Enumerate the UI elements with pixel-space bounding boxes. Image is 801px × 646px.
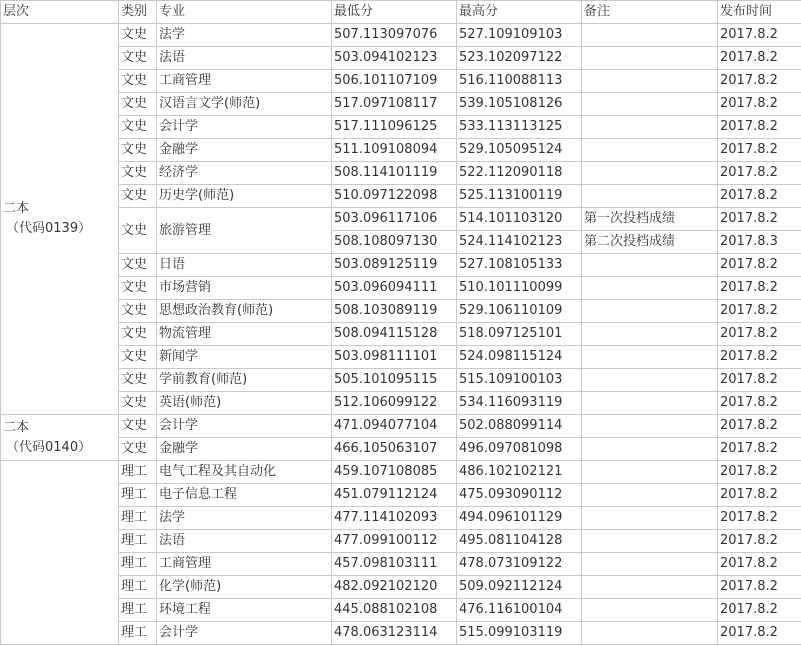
max-score-cell: 502.088099114 — [457, 415, 582, 438]
major-cell: 历史学(师范) — [157, 185, 332, 208]
table-row — [1, 484, 801, 507]
table-row — [1, 47, 801, 70]
note-cell — [582, 553, 718, 576]
min-score-cell: 477.099100112 — [332, 530, 457, 553]
min-score-cell: 508.108097130 — [332, 231, 457, 254]
min-score-cell: 506.101107109 — [332, 70, 457, 93]
max-score-cell: 524.098115124 — [457, 346, 582, 369]
note-cell — [582, 622, 718, 645]
table-row — [1, 553, 801, 576]
table-row — [1, 369, 801, 392]
level-name: 二本 — [3, 419, 30, 435]
note-cell — [582, 254, 718, 277]
note-cell — [582, 47, 718, 70]
header-min-score: 最低分 — [332, 1, 457, 24]
table-row — [1, 530, 801, 553]
table-row — [1, 185, 801, 208]
note-cell — [582, 599, 718, 622]
major-cell: 金融学 — [157, 139, 332, 162]
min-score-cell: 508.094115128 — [332, 323, 457, 346]
note-cell — [582, 93, 718, 116]
min-score-cell: 471.094077104 — [332, 415, 457, 438]
table-row — [1, 346, 801, 369]
category-cell: 文史 — [119, 369, 157, 392]
max-score-cell: 527.108105133 — [457, 254, 582, 277]
publish-date-cell: 2017.8.2 — [718, 392, 801, 415]
table-row — [1, 162, 801, 185]
category-cell: 理工 — [119, 484, 157, 507]
publish-date-cell: 2017.8.2 — [718, 415, 801, 438]
publish-date-cell: 2017.8.2 — [718, 208, 801, 231]
min-score-cell: 510.097122098 — [332, 185, 457, 208]
major-cell: 环境工程 — [157, 599, 332, 622]
major-cell: 市场营销 — [157, 277, 332, 300]
header-max-score: 最高分 — [457, 1, 582, 24]
publish-date-cell: 2017.8.2 — [718, 323, 801, 346]
category-cell: 文史 — [119, 346, 157, 369]
category-cell: 文史 — [119, 392, 157, 415]
publish-date-cell: 2017.8.2 — [718, 254, 801, 277]
note-cell — [582, 162, 718, 185]
min-score-cell: 477.114102093 — [332, 507, 457, 530]
note-cell — [582, 507, 718, 530]
level-code: （代码0140） — [6, 439, 92, 455]
major-cell: 旅游管理 — [157, 208, 332, 254]
note-cell — [582, 392, 718, 415]
table-row — [1, 24, 801, 47]
publish-date-cell: 2017.8.2 — [718, 116, 801, 139]
max-score-cell: 524.114102123 — [457, 231, 582, 254]
table-row — [1, 599, 801, 622]
table-row — [1, 323, 801, 346]
category-cell: 文史 — [119, 93, 157, 116]
category-cell: 文史 — [119, 139, 157, 162]
major-cell: 会计学 — [157, 116, 332, 139]
max-score-cell: 523.102097122 — [457, 47, 582, 70]
max-score-cell: 518.097125101 — [457, 323, 582, 346]
max-score-cell: 495.081104128 — [457, 530, 582, 553]
category-cell: 理工 — [119, 461, 157, 484]
table-row — [1, 438, 801, 461]
note-cell — [582, 300, 718, 323]
publish-date-cell: 2017.8.2 — [718, 277, 801, 300]
note-cell — [582, 323, 718, 346]
max-score-cell: 527.109109103 — [457, 24, 582, 47]
min-score-cell: 503.094102123 — [332, 47, 457, 70]
publish-date-cell: 2017.8.2 — [718, 162, 801, 185]
major-cell: 法学 — [157, 507, 332, 530]
note-cell — [582, 530, 718, 553]
min-score-cell: 466.105063107 — [332, 438, 457, 461]
category-cell: 文史 — [119, 162, 157, 185]
publish-date-cell: 2017.8.2 — [718, 438, 801, 461]
category-cell: 文史 — [119, 415, 157, 438]
major-cell: 思想政治教育(师范) — [157, 300, 332, 323]
note-cell — [582, 438, 718, 461]
category-cell: 理工 — [119, 576, 157, 599]
level-cell — [1, 415, 119, 461]
major-cell: 物流管理 — [157, 323, 332, 346]
table-header-row — [1, 1, 801, 24]
table-row — [1, 300, 801, 323]
level-code: （代码0139） — [6, 221, 92, 236]
note-cell — [582, 70, 718, 93]
max-score-cell: 514.101103120 — [457, 208, 582, 231]
min-score-cell: 507.113097076 — [332, 24, 457, 47]
publish-date-cell: 2017.8.2 — [718, 93, 801, 116]
min-score-cell: 517.097108117 — [332, 93, 457, 116]
category-cell: 理工 — [119, 507, 157, 530]
max-score-cell: 516.110088113 — [457, 70, 582, 93]
publish-date-cell: 2017.8.2 — [718, 622, 801, 645]
publish-date-cell: 2017.8.2 — [718, 369, 801, 392]
publish-date-cell: 2017.8.2 — [718, 139, 801, 162]
table-row — [1, 622, 801, 645]
table-row — [1, 139, 801, 162]
min-score-cell: 451.079112124 — [332, 484, 457, 507]
max-score-cell: 510.101110099 — [457, 277, 582, 300]
level-cell — [1, 24, 119, 415]
publish-date-cell: 2017.8.2 — [718, 553, 801, 576]
major-cell: 化学(师范) — [157, 576, 332, 599]
header-publish-date: 发布时间 — [718, 1, 801, 24]
min-score-cell: 505.101095115 — [332, 369, 457, 392]
note-cell — [582, 346, 718, 369]
publish-date-cell: 2017.8.2 — [718, 484, 801, 507]
major-cell: 金融学 — [157, 438, 332, 461]
major-cell: 日语 — [157, 254, 332, 277]
header-category: 类别 — [119, 1, 157, 24]
table-row — [1, 392, 801, 415]
max-score-cell: 509.092112124 — [457, 576, 582, 599]
major-cell: 法学 — [157, 24, 332, 47]
major-cell: 新闻学 — [157, 346, 332, 369]
publish-date-cell: 2017.8.2 — [718, 346, 801, 369]
table-body — [1, 24, 801, 645]
note-cell — [582, 24, 718, 47]
min-score-cell: 482.092102120 — [332, 576, 457, 599]
note-cell — [582, 116, 718, 139]
table-row — [1, 116, 801, 139]
major-cell: 英语(师范) — [157, 392, 332, 415]
max-score-cell: 529.106110109 — [457, 300, 582, 323]
max-score-cell: 494.096101129 — [457, 507, 582, 530]
category-cell: 文史 — [119, 208, 157, 254]
max-score-cell: 486.102102121 — [457, 461, 582, 484]
table-row — [1, 576, 801, 599]
note-cell — [582, 484, 718, 507]
category-cell: 理工 — [119, 622, 157, 645]
note-cell: 第一次投档成绩 — [582, 208, 718, 231]
major-cell: 汉语言文学(师范) — [157, 93, 332, 116]
table-row — [1, 507, 801, 530]
category-cell: 文史 — [119, 277, 157, 300]
major-cell: 学前教育(师范) — [157, 369, 332, 392]
publish-date-cell: 2017.8.2 — [718, 576, 801, 599]
publish-date-cell: 2017.8.3 — [718, 231, 801, 254]
publish-date-cell: 2017.8.2 — [718, 461, 801, 484]
header-major: 专业 — [157, 1, 332, 24]
category-cell: 理工 — [119, 599, 157, 622]
max-score-cell: 525.113100119 — [457, 185, 582, 208]
max-score-cell: 529.105095124 — [457, 139, 582, 162]
note-cell — [582, 185, 718, 208]
category-cell: 文史 — [119, 116, 157, 139]
min-score-cell: 503.096117106 — [332, 208, 457, 231]
min-score-cell: 478.063123114 — [332, 622, 457, 645]
major-cell: 法语 — [157, 47, 332, 70]
publish-date-cell: 2017.8.2 — [718, 70, 801, 93]
level-cell — [1, 461, 119, 645]
note-cell — [582, 461, 718, 484]
category-cell: 理工 — [119, 553, 157, 576]
note-cell — [582, 369, 718, 392]
note-cell — [582, 277, 718, 300]
max-score-cell: 475.093090112 — [457, 484, 582, 507]
category-cell: 理工 — [119, 530, 157, 553]
min-score-cell: 459.107108085 — [332, 461, 457, 484]
max-score-cell: 533.113113125 — [457, 116, 582, 139]
note-cell: 第二次投档成绩 — [582, 231, 718, 254]
major-cell: 会计学 — [157, 622, 332, 645]
table-row — [1, 277, 801, 300]
publish-date-cell: 2017.8.2 — [718, 507, 801, 530]
min-score-cell: 445.088102108 — [332, 599, 457, 622]
min-score-cell: 508.103089119 — [332, 300, 457, 323]
max-score-cell: 534.116093119 — [457, 392, 582, 415]
min-score-cell: 457.098103111 — [332, 553, 457, 576]
category-cell: 文史 — [119, 254, 157, 277]
table-row — [1, 93, 801, 116]
note-cell — [582, 576, 718, 599]
header-note: 备注 — [582, 1, 718, 24]
major-cell: 电气工程及其自动化 — [157, 461, 332, 484]
category-cell: 文史 — [119, 47, 157, 70]
table-row — [1, 70, 801, 93]
min-score-cell: 511.109108094 — [332, 139, 457, 162]
min-score-cell: 503.089125119 — [332, 254, 457, 277]
category-cell: 文史 — [119, 323, 157, 346]
publish-date-cell: 2017.8.2 — [718, 24, 801, 47]
major-cell: 会计学 — [157, 415, 332, 438]
table-row — [1, 415, 801, 438]
max-score-cell: 478.073109122 — [457, 553, 582, 576]
major-cell: 法语 — [157, 530, 332, 553]
min-score-cell: 503.096094111 — [332, 277, 457, 300]
max-score-cell: 515.109100103 — [457, 369, 582, 392]
min-score-cell: 508.114101119 — [332, 162, 457, 185]
level-name: 二本 — [3, 201, 30, 216]
max-score-cell: 522.112090118 — [457, 162, 582, 185]
category-cell: 文史 — [119, 70, 157, 93]
major-cell: 工商管理 — [157, 553, 332, 576]
table-row — [1, 208, 801, 231]
publish-date-cell: 2017.8.2 — [718, 530, 801, 553]
note-cell — [582, 139, 718, 162]
table-row — [1, 461, 801, 484]
max-score-cell: 539.105108126 — [457, 93, 582, 116]
major-cell: 工商管理 — [157, 70, 332, 93]
major-cell: 电子信息工程 — [157, 484, 332, 507]
max-score-cell: 476.116100104 — [457, 599, 582, 622]
publish-date-cell: 2017.8.2 — [718, 47, 801, 70]
min-score-cell: 517.111096125 — [332, 116, 457, 139]
category-cell: 文史 — [119, 24, 157, 47]
publish-date-cell: 2017.8.2 — [718, 300, 801, 323]
major-cell: 经济学 — [157, 162, 332, 185]
max-score-cell: 496.097081098 — [457, 438, 582, 461]
min-score-cell: 512.106099122 — [332, 392, 457, 415]
category-cell: 文史 — [119, 438, 157, 461]
note-cell — [582, 415, 718, 438]
max-score-cell: 515.099103119 — [457, 622, 582, 645]
category-cell: 文史 — [119, 300, 157, 323]
publish-date-cell: 2017.8.2 — [718, 185, 801, 208]
header-level: 层次 — [1, 1, 119, 24]
table-row — [1, 254, 801, 277]
min-score-cell: 503.098111101 — [332, 346, 457, 369]
category-cell: 文史 — [119, 185, 157, 208]
publish-date-cell: 2017.8.2 — [718, 599, 801, 622]
